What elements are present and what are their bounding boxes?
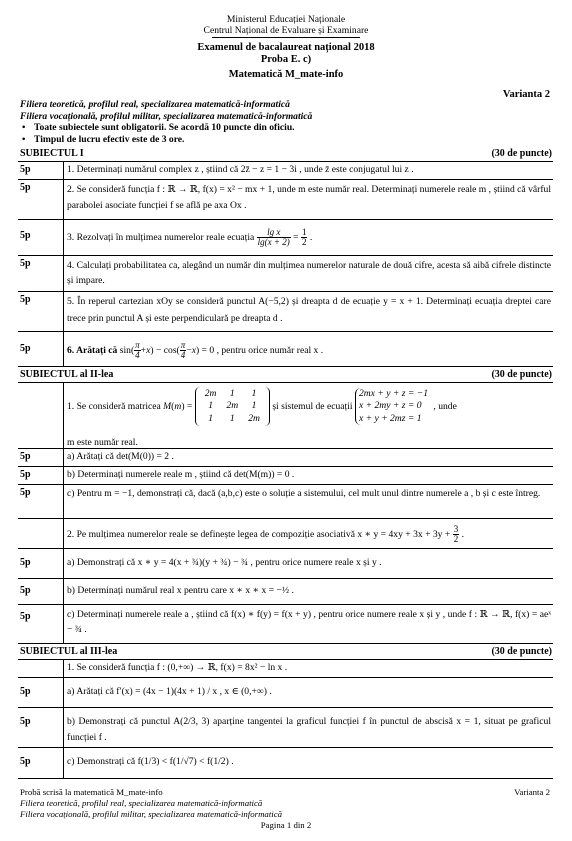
s3-q1c: c) Demonstrați că f(1/3) < f(1/√7) < f(1/2) . <box>67 756 234 767</box>
matrix-m <box>195 387 270 426</box>
bullet-icon: • <box>22 122 26 133</box>
score-label: 5p <box>20 230 31 241</box>
footer-line-2: Filiera teoretică, profilul real, specializarea matematică-informatică <box>20 798 263 808</box>
question-row <box>18 707 553 748</box>
equation-system <box>355 388 431 425</box>
s1-q5: 5. În reperul cartezian xOy se consideră punctul A(−5,2) și dreapta d de ecuație y = x + 1. Determinați ecuația dreptei care trece prin punctul A și este perpendiculară pe dreapta d . <box>67 296 551 324</box>
s3-q1b: b) Demonstrați că punctul A(2/3, 3) aparține tangentei la graficul funcției f în punctul de abscisă x = 1, situat pe graficul funcției f . <box>67 716 551 744</box>
s1-q6: 6. Arătați că sin( $\frac{\pi}{4}$ +x) − cos( $\frac{\pi}{4}$ −x) = 0 , pentru orice număr real x . <box>67 340 324 361</box>
s2-q2b: b) Determinați numărul real x pentru care x ∗ x ∗ x = −½ . <box>67 585 294 596</box>
matrix-cell: 1 <box>208 400 213 412</box>
section-3-title: SUBIECTUL al III-lea <box>20 646 118 657</box>
score-label: 5p <box>20 294 31 305</box>
score-label: 5p <box>20 611 31 622</box>
section-3-points: (30 de puncte) <box>491 646 552 657</box>
question-row <box>18 448 553 467</box>
question-row <box>18 484 553 519</box>
question-row <box>18 604 553 644</box>
s1-q3: 3. Rezolvați în mulțimea numerelor reale ecuația $\frac{\text{lg x}}{\lg(x + 2)}$ = $\frac{1}{2}$ . <box>67 227 313 248</box>
s2-q1b: b) Determinați numerele reale m , știind că det(M(m)) = 0 . <box>67 469 295 480</box>
matrix-cell: 1 <box>229 412 235 424</box>
section-2-header <box>20 369 552 382</box>
score-label: 5p <box>20 451 31 462</box>
s2-q1c: c) Pentru m = −1, demonstrați că, dacă (a,b,c) este o soluție a sistemului, cel mult unul dintre numerele a , b și c este întreg. <box>67 488 541 499</box>
matrix-cell: 1 <box>208 412 213 424</box>
s2-q1a: a) Arătați că det(M(0)) = 2 . <box>67 451 174 462</box>
score-label: 5p <box>20 686 31 697</box>
question-row <box>18 161 553 180</box>
score-label: 5p <box>20 164 31 175</box>
matrix-cell: 1 <box>229 388 235 399</box>
matrix-cell: 2m <box>226 400 239 412</box>
exam-title: Examenul de bacalaureat național 2018 <box>197 42 375 53</box>
section-2-points: (30 de puncte) <box>491 369 552 380</box>
footer-line-3: Filiera vocațională, profilul militar, specializarea matematică-informatică <box>20 809 283 819</box>
footer-line-1: Probă scrisă la matematică M_mate-info <box>20 787 163 797</box>
score-label: 5p <box>20 469 31 480</box>
score-label: 5p <box>20 756 31 767</box>
section-2-title: SUBIECTUL al II-lea <box>20 369 114 380</box>
footer-variant: Varianta 2 <box>514 787 550 797</box>
bullet-icon: • <box>22 134 26 145</box>
s2-q1-intro: 1. Se consideră matricea M(m) = 2m 1 1 1 2m 1 1 1 2m și sistemul de ecuații 2mx + y + z = −1 x + 2my + z = 0 x + y + 2mz = 1 , unde <box>67 387 551 426</box>
s2-q2-intro: 2. Pe mulțimea numerelor reale se definește legea de compoziție asociativă x ∗ y = 4xy + 3x + 3y + $\frac{3}{2}$ . <box>67 524 464 545</box>
question-row <box>18 255 553 292</box>
question-row <box>18 677 553 708</box>
section-1-points: (30 de puncte) <box>491 148 552 159</box>
question-row <box>18 466 553 485</box>
score-label: 5p <box>20 343 31 354</box>
section-1-title: SUBIECTUL I <box>20 148 84 159</box>
page-number: Pagina 1 din 2 <box>260 820 312 830</box>
s1-q4: 4. Calculați probabilitatea ca, alegând un număr din mulțimea numerelor naturale de două cifre, acesta să aibă cifrele distincte și impare. <box>67 260 551 287</box>
question-row <box>18 747 553 779</box>
question-row <box>18 659 553 678</box>
question-row <box>18 179 553 220</box>
s2-q2c: c) Determinați numerele reale a , știind că f(x) ∗ f(y) = f(x + y) , pentru orice numere reale x și y , unde f : ℝ → ℝ, f(x) = aeˣ − ¾ . <box>67 609 551 636</box>
s1-q2: 2. Se consideră funcția f : ℝ → ℝ, f(x) = x² − mx + 1, unde m este număr real. Determinați numerele reale m , știind că vârful parabolei asociate funcției f se află pe axa Ox . <box>67 184 551 212</box>
score-label: 5p <box>20 182 31 193</box>
filiera-1: Filiera teoretică, profilul real, specializarea matematică-informatică <box>20 99 290 110</box>
q3-fraction: $\frac{\text{lg x}}{\lg(x + 2)}$ <box>257 227 290 248</box>
proba-label: Proba E. c) <box>260 54 312 65</box>
score-label: 5p <box>20 585 31 596</box>
matrix-cell: 1 <box>251 388 257 399</box>
rule-2: Timpul de lucru efectiv este de 3 ore. <box>34 134 185 145</box>
score-label: 5p <box>20 258 31 269</box>
question-row <box>18 219 553 256</box>
question-row <box>18 331 553 367</box>
s1-q3-text: 3. Rezolvați în mulțimea numerelor reale ecuația <box>67 232 255 244</box>
header-divider <box>212 37 360 38</box>
question-row <box>18 548 553 579</box>
s3-q1-intro: 1. Se consideră funcția f : (0,+∞) → ℝ, f(x) = 8x² − ln x . <box>67 662 288 673</box>
subject-title: Matematică M_mate-info <box>228 69 344 80</box>
matrix-cell: 2m <box>248 412 260 424</box>
center-name: Centrul Național de Evaluare și Examinare <box>203 25 369 36</box>
section-3-header <box>20 646 552 659</box>
rule-1: Toate subiectele sunt obligatorii. Se acordă 10 puncte din oficiu. <box>34 122 295 133</box>
score-label: 5p <box>20 716 31 727</box>
score-label: 5p <box>20 487 31 498</box>
score-label: 5p <box>20 557 31 568</box>
matrix-cell: 1 <box>251 400 257 412</box>
s1-q1: 1. Determinați numărul complex z , știind că 2z̄ − z = 1 − 3i , unde z̄ este conjugatul lui z . <box>67 164 414 175</box>
s2-q2a: a) Demonstrați că x ∗ y = 4(x + ¾)(y + ¾) − ¾ , pentru orice numere reale x și y . <box>67 557 382 568</box>
section-1-header <box>20 148 552 161</box>
variant-label: Varianta 2 <box>502 89 550 100</box>
system-equation: x + y + 2mz = 1 <box>358 412 422 424</box>
system-equation: 2mx + y + z = −1 <box>358 388 428 399</box>
filiera-2: Filiera vocațională, profilul militar, specializarea matematică-informatică <box>20 111 313 122</box>
question-row <box>18 518 553 549</box>
question-row <box>18 291 553 332</box>
matrix-cell: 2m <box>204 388 217 399</box>
q3-rhs-fraction: $\frac{1}{2}$ <box>301 227 307 248</box>
question-row <box>18 382 553 449</box>
system-equation: x + 2my + z = 0 <box>358 400 422 412</box>
question-row <box>18 578 553 605</box>
s2-q1-tail: m este număr real. <box>67 437 138 448</box>
ministry-name: Ministerul Educației Naționale <box>226 14 346 25</box>
s3-q1a: a) Arătați că f′(x) = (4x − 1)(4x + 1) / x , x ∈ (0,+∞) . <box>67 686 272 697</box>
